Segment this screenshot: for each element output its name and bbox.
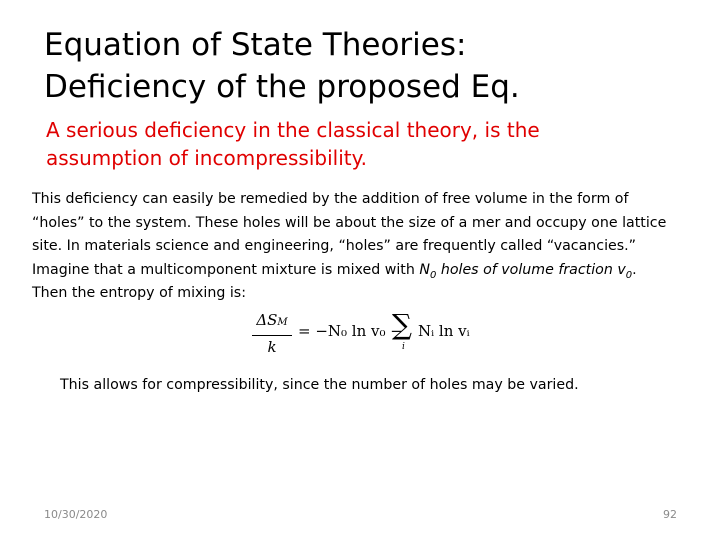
title-line-1: Equation of State Theories: <box>44 27 467 63</box>
summation-index: i <box>402 342 405 352</box>
title-line-2: Deficiency of the proposed Eq. <box>44 69 520 105</box>
body-line-4-suffix: . <box>632 261 637 278</box>
equation-rhs: = −N₀ ln v₀ − <box>298 322 403 340</box>
slide-subtitle <box>46 116 666 172</box>
summation-symbol: ∑ <box>392 308 412 341</box>
equation-numerator-sub: M <box>277 317 288 328</box>
footer-page-number: 92 <box>663 508 677 521</box>
equation-denominator: k <box>267 338 277 356</box>
equation-numerator <box>252 310 292 333</box>
body-line-4-sub-2: 0 <box>625 269 633 281</box>
body-line-4-sub-1: 0 <box>429 269 437 281</box>
compressibility-note: This allows for compressibility, since the number of holes may be varied. <box>60 377 579 393</box>
body-line-1: This deficiency can easily be remedied by the addition of free volume in the form of <box>32 191 629 207</box>
equation-tail: Nᵢ ln vᵢ <box>418 322 470 340</box>
subtitle-line-1: A serious deficiency in the classical theory, is the <box>46 118 540 142</box>
body-line-4 <box>32 259 692 283</box>
body-line-3: site. In materials science and engineering, “holes” are frequently called “vacancies.” <box>32 238 636 254</box>
body-line-4-italic: N <box>419 261 430 278</box>
body-line-2: “holes” to the system. These holes will be about the size of a mer and occupy one lattice <box>32 214 667 231</box>
slide-title <box>44 24 684 108</box>
footer-date: 10/30/2020 <box>44 508 108 521</box>
fraction-bar <box>252 335 292 336</box>
subtitle-line-2: assumption of incompressibility. <box>46 146 367 170</box>
equation-fraction <box>252 310 292 356</box>
body-line-4-prefix: Imagine that a multicomponent mixture is mixed with <box>32 261 420 278</box>
equation-numerator-symbol: ΔS <box>256 311 278 329</box>
body-paragraph <box>32 188 692 306</box>
entropy-equation <box>252 310 472 360</box>
body-line-4-italic-2: holes of volume fraction v <box>436 261 626 278</box>
body-line-5: Then the entropy of mixing is: <box>32 285 246 301</box>
